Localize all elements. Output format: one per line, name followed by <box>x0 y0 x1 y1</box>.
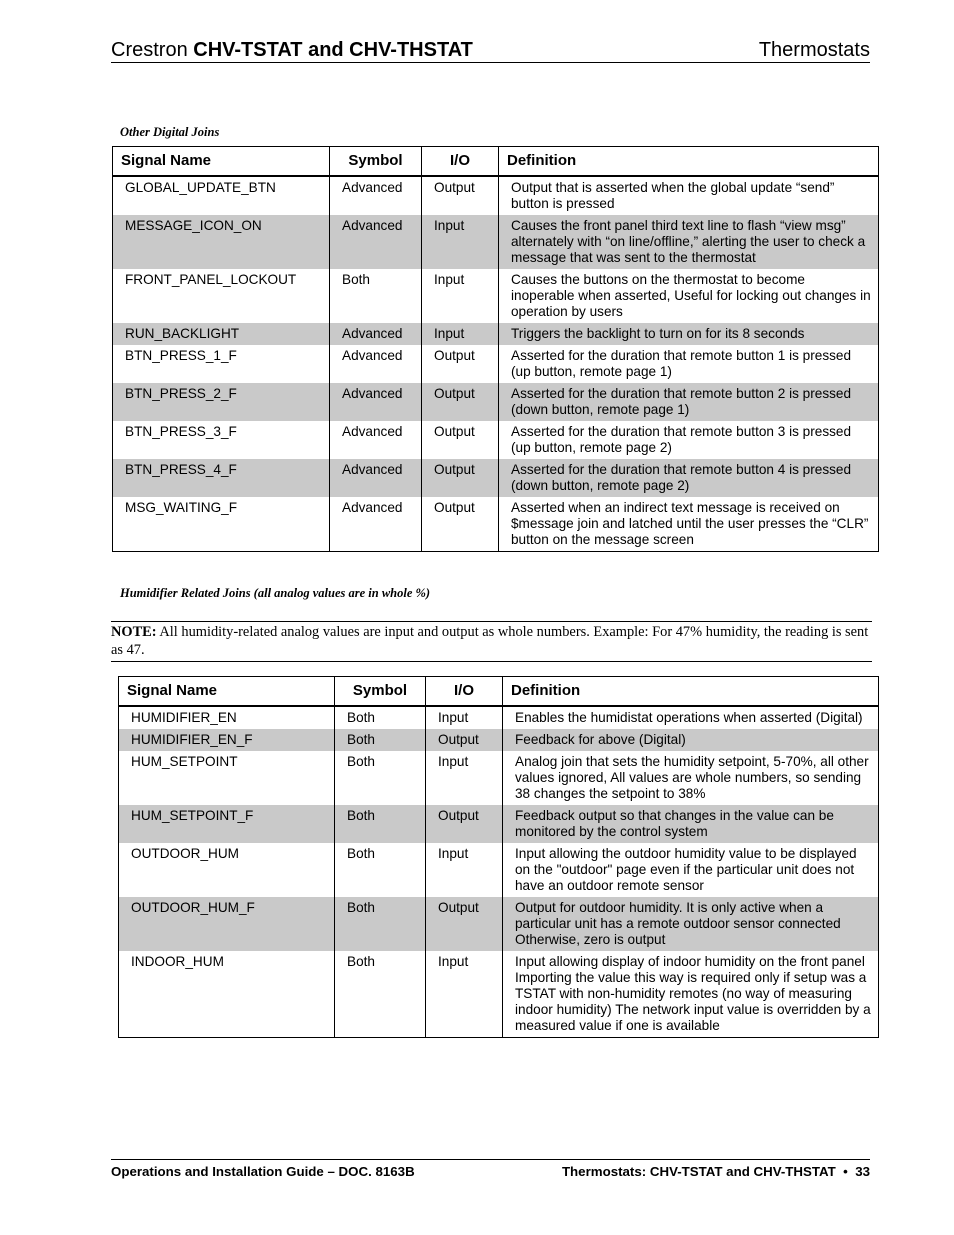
footer-section-text: Thermostats: CHV-TSTAT and CHV-THSTAT <box>561 1164 836 1179</box>
table-row <box>119 805 879 843</box>
signal-name-cell: OUTDOOR_HUM <box>119 843 335 897</box>
signal-name-cell: BTN_PRESS_4_F <box>113 459 330 497</box>
symbol-cell: Both <box>335 897 426 951</box>
header-title <box>111 38 473 62</box>
header-brand: Crestron <box>111 39 188 61</box>
signal-name-cell: MSG_WAITING_F <box>113 497 330 552</box>
column-header-io: I/O <box>422 147 499 177</box>
signal-name-cell: BTN_PRESS_1_F <box>113 345 330 383</box>
io-cell: Output <box>422 383 499 421</box>
column-header-io: I/O <box>426 677 503 707</box>
column-header-signal: Signal Name <box>119 677 335 707</box>
column-header-definition: Definition <box>503 677 879 707</box>
signal-name-cell: OUTDOOR_HUM_F <box>119 897 335 951</box>
table-row <box>113 497 879 552</box>
footer-section <box>562 1164 870 1179</box>
signal-name-cell: GLOBAL_UPDATE_BTN <box>113 176 330 215</box>
symbol-cell: Both <box>335 805 426 843</box>
io-cell: Output <box>426 805 503 843</box>
table-row <box>113 215 879 269</box>
symbol-cell: Advanced <box>330 497 422 552</box>
definition-cell: Asserted for the duration that remote button 2 is pressed (down button, remote page 1) <box>499 383 879 421</box>
table-row <box>113 383 879 421</box>
io-cell: Input <box>426 843 503 897</box>
table-row <box>119 729 879 751</box>
humidifier-joins-table <box>118 676 879 1038</box>
table-row <box>119 751 879 805</box>
table-row <box>113 421 879 459</box>
definition-cell: Asserted for the duration that remote button 3 is pressed (up button, remote page 2) <box>499 421 879 459</box>
column-header-definition: Definition <box>499 147 879 177</box>
digital-joins-table <box>112 146 879 552</box>
io-cell: Output <box>422 459 499 497</box>
definition-cell: Feedback output so that changes in the value can be monitored by the control system <box>503 805 879 843</box>
symbol-cell: Advanced <box>330 323 422 345</box>
io-cell: Input <box>426 951 503 1038</box>
table-row <box>113 323 879 345</box>
table-row <box>113 176 879 215</box>
signal-name-cell: MESSAGE_ICON_ON <box>113 215 330 269</box>
note-label: NOTE: <box>111 624 157 640</box>
symbol-cell: Both <box>335 843 426 897</box>
table-row <box>119 897 879 951</box>
definition-cell: Output for outdoor humidity. It is only active when a particular unit has a remote outdoor sensor connected Otherwise, zero is output <box>503 897 879 951</box>
digital-joins-caption: Other Digital Joins <box>120 125 220 139</box>
humidity-note <box>111 621 872 662</box>
io-cell: Output <box>426 897 503 951</box>
table-row <box>119 843 879 897</box>
table-header-row <box>113 147 879 177</box>
io-cell: Output <box>422 497 499 552</box>
symbol-cell: Both <box>335 729 426 751</box>
io-cell: Output <box>422 345 499 383</box>
table-header-row <box>119 677 879 707</box>
humidifier-caption: Humidifier Related Joins (all analog values are in whole %) <box>120 586 431 600</box>
definition-cell: Feedback for above (Digital) <box>503 729 879 751</box>
io-cell: Input <box>422 323 499 345</box>
footer-doc-title: Operations and Installation Guide – DOC. 8163B <box>111 1164 415 1179</box>
definition-cell: Causes the front panel third text line to flash “view msg” alternately with “on line/offline,” alerting the user to check a message that was sent to the thermostat <box>499 215 879 269</box>
header-section: Thermostats <box>758 39 870 61</box>
definition-cell: Output that is asserted when the global update “send” button is pressed <box>499 176 879 215</box>
definition-cell: Triggers the backlight to turn on for its 8 seconds <box>499 323 879 345</box>
table-row <box>113 345 879 383</box>
definition-cell: Input allowing the outdoor humidity value to be displayed on the "outdoor" page even if the particular unit does not have an outdoor remote sensor <box>503 843 879 897</box>
column-header-symbol: Symbol <box>330 147 422 177</box>
definition-cell: Asserted for the duration that remote button 4 is pressed (down button, remote page 2) <box>499 459 879 497</box>
symbol-cell: Advanced <box>330 176 422 215</box>
io-cell: Input <box>426 751 503 805</box>
table-row <box>113 269 879 323</box>
symbol-cell: Both <box>335 706 426 729</box>
io-cell: Input <box>426 706 503 729</box>
signal-name-cell: BTN_PRESS_2_F <box>113 383 330 421</box>
signal-name-cell: RUN_BACKLIGHT <box>113 323 330 345</box>
symbol-cell: Advanced <box>330 459 422 497</box>
definition-cell: Enables the humidistat operations when asserted (Digital) <box>503 706 879 729</box>
symbol-cell: Advanced <box>330 215 422 269</box>
signal-name-cell: HUM_SETPOINT_F <box>119 805 335 843</box>
header-product: CHV-TSTAT and CHV-THSTAT <box>193 39 473 61</box>
io-cell: Input <box>422 269 499 323</box>
definition-cell: Asserted for the duration that remote button 1 is pressed (up button, remote page 1) <box>499 345 879 383</box>
signal-name-cell: INDOOR_HUM <box>119 951 335 1038</box>
symbol-cell: Both <box>330 269 422 323</box>
signal-name-cell: HUM_SETPOINT <box>119 751 335 805</box>
column-header-signal: Signal Name <box>113 147 330 177</box>
column-header-symbol: Symbol <box>335 677 426 707</box>
definition-cell: Asserted when an indirect text message is received on $message join and latched until the user presses the “CLR” button on the message screen <box>499 497 879 552</box>
symbol-cell: Advanced <box>330 383 422 421</box>
io-cell: Output <box>422 176 499 215</box>
table-row <box>113 459 879 497</box>
footer-bullet: • <box>843 1164 848 1179</box>
page-footer <box>111 1159 870 1179</box>
signal-name-cell: HUMIDIFIER_EN_F <box>119 729 335 751</box>
io-cell: Input <box>422 215 499 269</box>
signal-name-cell: BTN_PRESS_3_F <box>113 421 330 459</box>
signal-name-cell: FRONT_PANEL_LOCKOUT <box>113 269 330 323</box>
definition-cell: Causes the buttons on the thermostat to become inoperable when asserted, Useful for locking out changes in operation by users <box>499 269 879 323</box>
symbol-cell: Advanced <box>330 421 422 459</box>
io-cell: Output <box>422 421 499 459</box>
page-header <box>111 38 870 63</box>
humidifier-joins-body <box>119 706 879 1038</box>
symbol-cell: Advanced <box>330 345 422 383</box>
io-cell: Output <box>426 729 503 751</box>
signal-name-cell: HUMIDIFIER_EN <box>119 706 335 729</box>
table-row <box>119 951 879 1038</box>
definition-cell: Input allowing display of indoor humidity on the front panel Importing the value this way is required only if setup was a TSTAT with non-humidity remotes (no way of measuring indoor humidity) The network input value is overridden by a measured value if one is available <box>503 951 879 1038</box>
note-text: All humidity-related analog values are input and output as whole numbers. Example: For 47% humidity, the reading is sent as 47. <box>111 624 869 658</box>
symbol-cell: Both <box>335 951 426 1038</box>
table-row <box>119 706 879 729</box>
digital-joins-body <box>113 176 879 552</box>
page-number: 33 <box>855 1164 870 1179</box>
symbol-cell: Both <box>335 751 426 805</box>
definition-cell: Analog join that sets the humidity setpoint, 5-70%, all other values ignored, All values are whole numbers, so sending 38 changes the setpoint to 38% <box>503 751 879 805</box>
